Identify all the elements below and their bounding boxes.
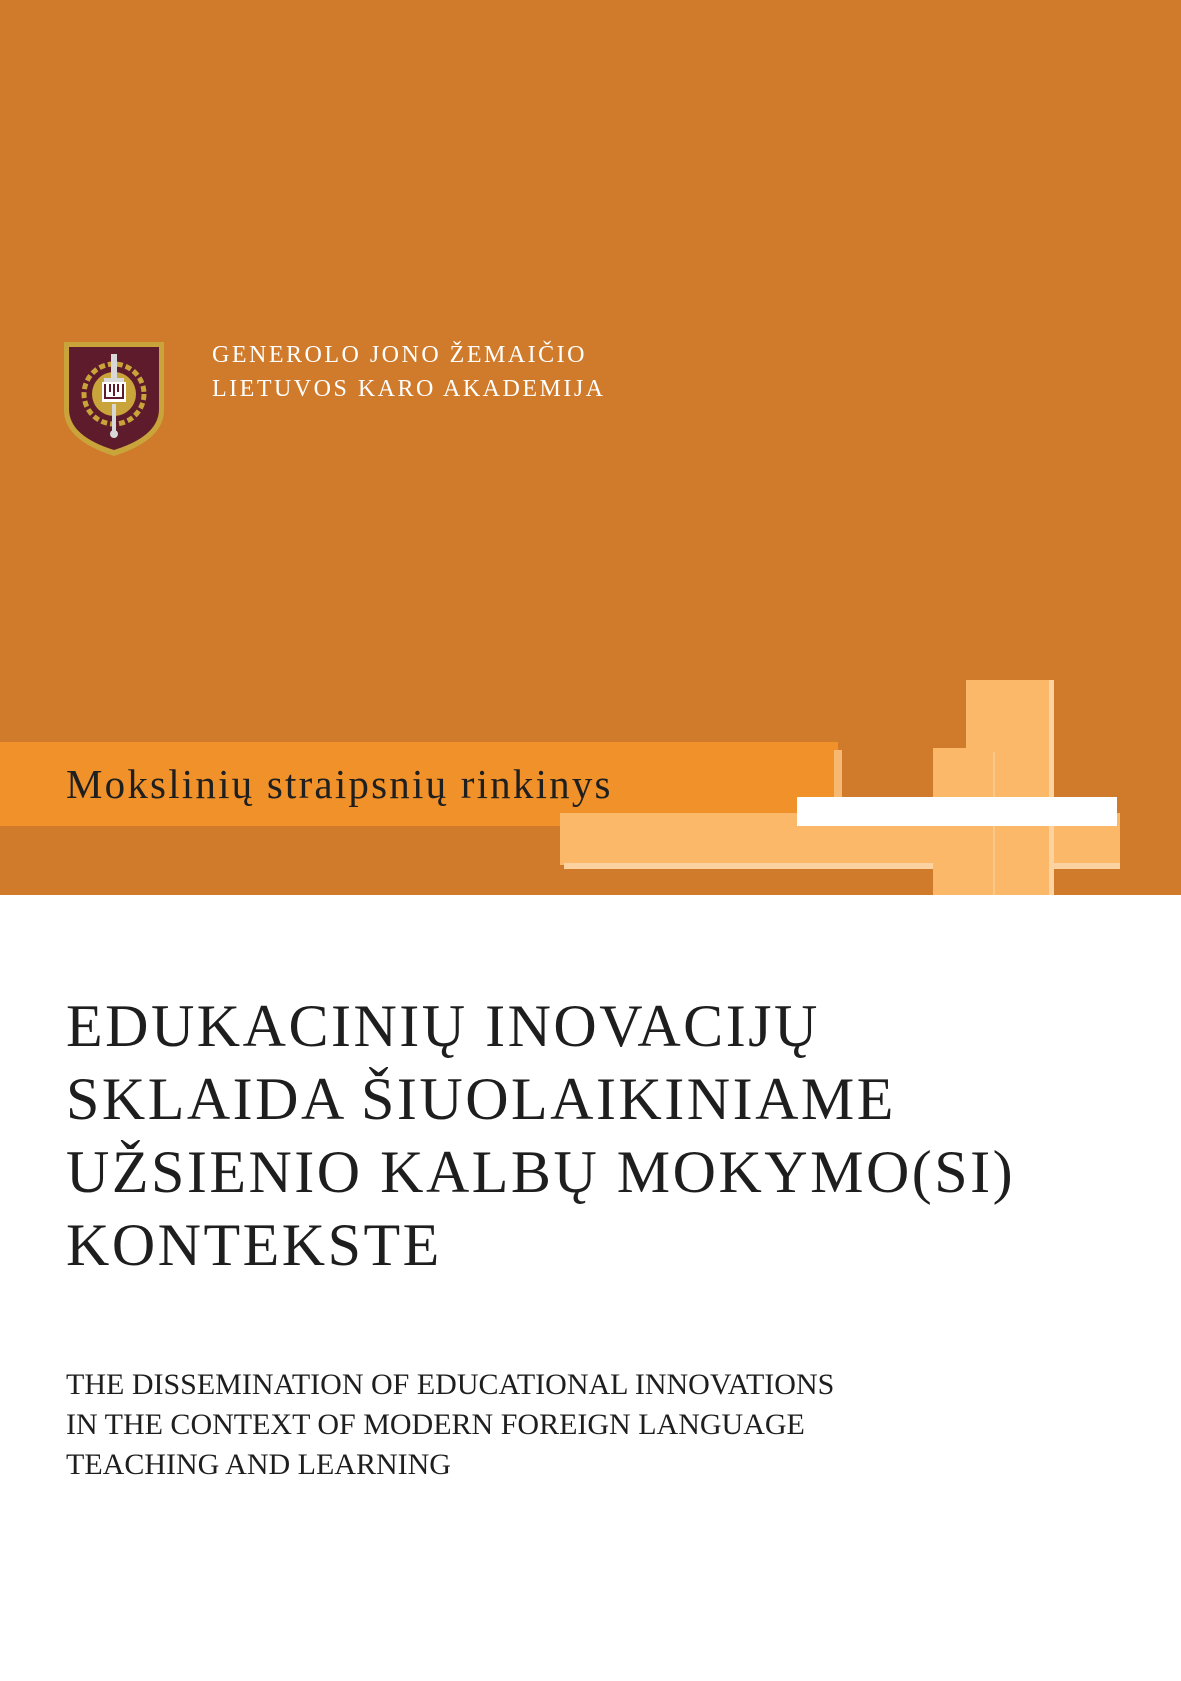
decorative-vertical-bar-edge	[1049, 680, 1054, 895]
title-lt-line-1: EDUKACINIŲ INOVACIJŲ	[66, 993, 820, 1059]
title-lt-line-3: UŽSIENIO KALBŲ MOKYMO(SI)	[66, 1139, 1016, 1205]
title-en-line-1: THE DISSEMINATION OF EDUCATIONAL INNOVATIONS	[66, 1368, 835, 1401]
institution-line-1: GENEROLO JONO ŽEMAIČIO	[212, 342, 587, 368]
title-en-line-2: IN THE CONTEXT OF MODERN FOREIGN LANGUAGE	[66, 1408, 805, 1441]
institution-name	[212, 338, 606, 406]
title-lt-line-4: KONTEKSTE	[66, 1212, 442, 1278]
academy-coat-of-arms-icon	[62, 340, 166, 458]
title-lithuanian	[66, 990, 1015, 1282]
title-lt-line-2: SKLAIDA ŠIUOLAIKINIAME	[66, 1066, 896, 1132]
decorative-white-bar	[797, 797, 1117, 826]
title-english	[66, 1365, 834, 1485]
institution-line-2: LIETUVOS KARO AKADEMIJA	[212, 376, 606, 402]
series-label: Mokslinių straipsnių rinkinys	[66, 761, 613, 807]
title-en-line-3: TEACHING AND LEARNING	[66, 1448, 451, 1481]
decorative-vertical-bar-right	[966, 680, 1050, 895]
